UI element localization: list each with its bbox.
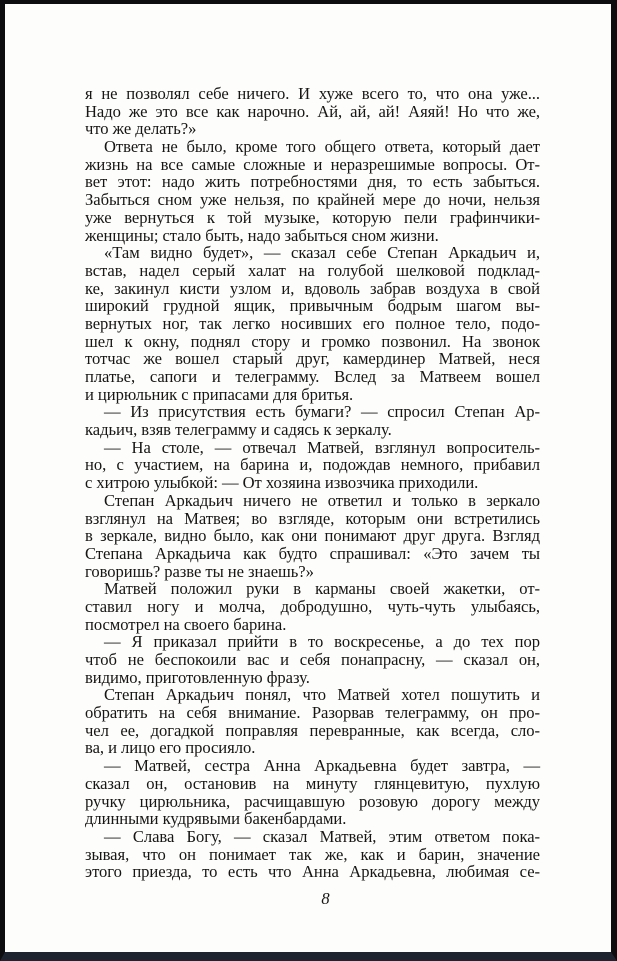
text-line: платье, сапоги и телеграмму. Вслед за Матвеем вошел	[85, 367, 540, 386]
text-line: что же делать?»	[85, 119, 197, 139]
text-line: говоришь? разве ты не знаешь?»	[85, 561, 314, 581]
text-line: с хитрою улыбкой: — От хозяина извозчика приходили.	[85, 473, 479, 493]
text-line: уже вернуться к той музыке, которую пели графинчики-	[85, 207, 540, 227]
text-line: вет этот: надо жить потребностями дня, то есть забыться.	[85, 172, 540, 192]
text-line: этого приезда, то есть что Анна Аркадьевна, любимая се-	[85, 862, 540, 882]
text-line: зывая, что он понимает так же, как и барин, значение	[85, 844, 540, 864]
text-line: кадьич, взяв телеграмму и садясь к зеркалу.	[85, 420, 392, 440]
text-line: обратить на себя внимание. Разорвав телеграмму, он про-	[85, 703, 540, 723]
text-line: ва, и лицо его просияло.	[85, 738, 256, 758]
text-line: и цирюльник с припасами для бритья.	[85, 384, 354, 404]
text-line: Степан Аркадьич ничего не ответил и только в зеркало	[104, 490, 540, 510]
text-line: широкий грудной ящик, привычным бодрым шагом вы-	[85, 296, 540, 316]
text-line: сказал он, остановив на минуту глянцевитую, пухлую	[85, 773, 540, 793]
text-line: — Матвей, сестра Анна Аркадьевна будет завтра, —	[104, 756, 540, 776]
text-line: встав, надел серый халат на голубой шелковой подклад-	[85, 260, 540, 280]
text-line: шел к окну, поднял стору и громко позвонил. На звонок	[85, 331, 540, 351]
text-line: — Из присутствия есть бумаги? — спросил Степан Ар-	[104, 402, 540, 422]
text-line: Матвей положил руки в карманы своей жакетки, от-	[104, 579, 540, 599]
text-line: Забыться сном уже нельзя, по крайней мере до ночи, нельзя	[85, 190, 540, 210]
text-line: я не позволял себе ничего. И хуже всего то, что она уже...	[85, 84, 540, 103]
text-line: чел ее, догадкой поправляя перевранные, как всегда, сло-	[85, 720, 540, 740]
text-line: в зеркале, видно было, как они понимают друг друга. Взгляд	[85, 526, 540, 546]
text-line: Ответа не было, кроме того общего ответа, который дает	[104, 137, 540, 157]
text-line: тотчас же вошел старый друг, камердинер Матвей, неся	[85, 349, 540, 369]
text-line: ставил ногу и молча, добродушно, чуть-чуть улыбаясь,	[85, 596, 540, 616]
text-line: взглянул на Матвея; во взгляде, которым они встретились	[85, 508, 540, 528]
text-line: — Я приказал прийти в то воскресенье, а до тех пор	[104, 632, 540, 652]
text-line: Степан Аркадьич понял, что Матвей хотел пошутить и	[104, 685, 540, 705]
text-line: ке, закинул кисти узлом и, вдоволь забрав воздуха в свой	[85, 278, 540, 298]
text-line: ручку цирюльника, расчищавшую розовую дорогу между	[85, 791, 540, 811]
text-line: — Слава Богу, — сказал Матвей, этим ответом пока-	[104, 826, 540, 846]
text-line: длинными кудрявыми бакенбардами.	[85, 809, 347, 829]
text-line: «Там видно будет», — сказал себе Степан Аркадьич и,	[104, 243, 540, 263]
page-number: 8	[321, 889, 330, 908]
text-line: Надо же это все как нарочно. Ай, ай, ай! Аяяй! Но что же,	[85, 101, 540, 121]
text-line: посмотрел на своего барина.	[85, 614, 287, 634]
text-line: Степана Аркадьича как будто спрашивал: «Это зачем ты	[85, 543, 540, 563]
text-line: женщины; стало быть, надо забыться сном жизни.	[85, 225, 439, 245]
text-line: видимо, приготовленную фразу.	[85, 667, 310, 687]
text-line: — На столе, — отвечал Матвей, взглянул вопроситель-	[104, 437, 540, 457]
body-text-block	[85, 85, 540, 881]
text-line: но, с участием, на барина и, подождав немного, прибавил	[85, 455, 540, 475]
text-line: вернутых ног, так легко носивших его полное тело, подо-	[85, 313, 540, 333]
text-line: чтоб не беспокоили вас и себя понапрасну, — сказал он,	[85, 650, 540, 669]
text-line: жизнь на все самые сложные и неразрешимые вопросы. От-	[85, 154, 540, 174]
